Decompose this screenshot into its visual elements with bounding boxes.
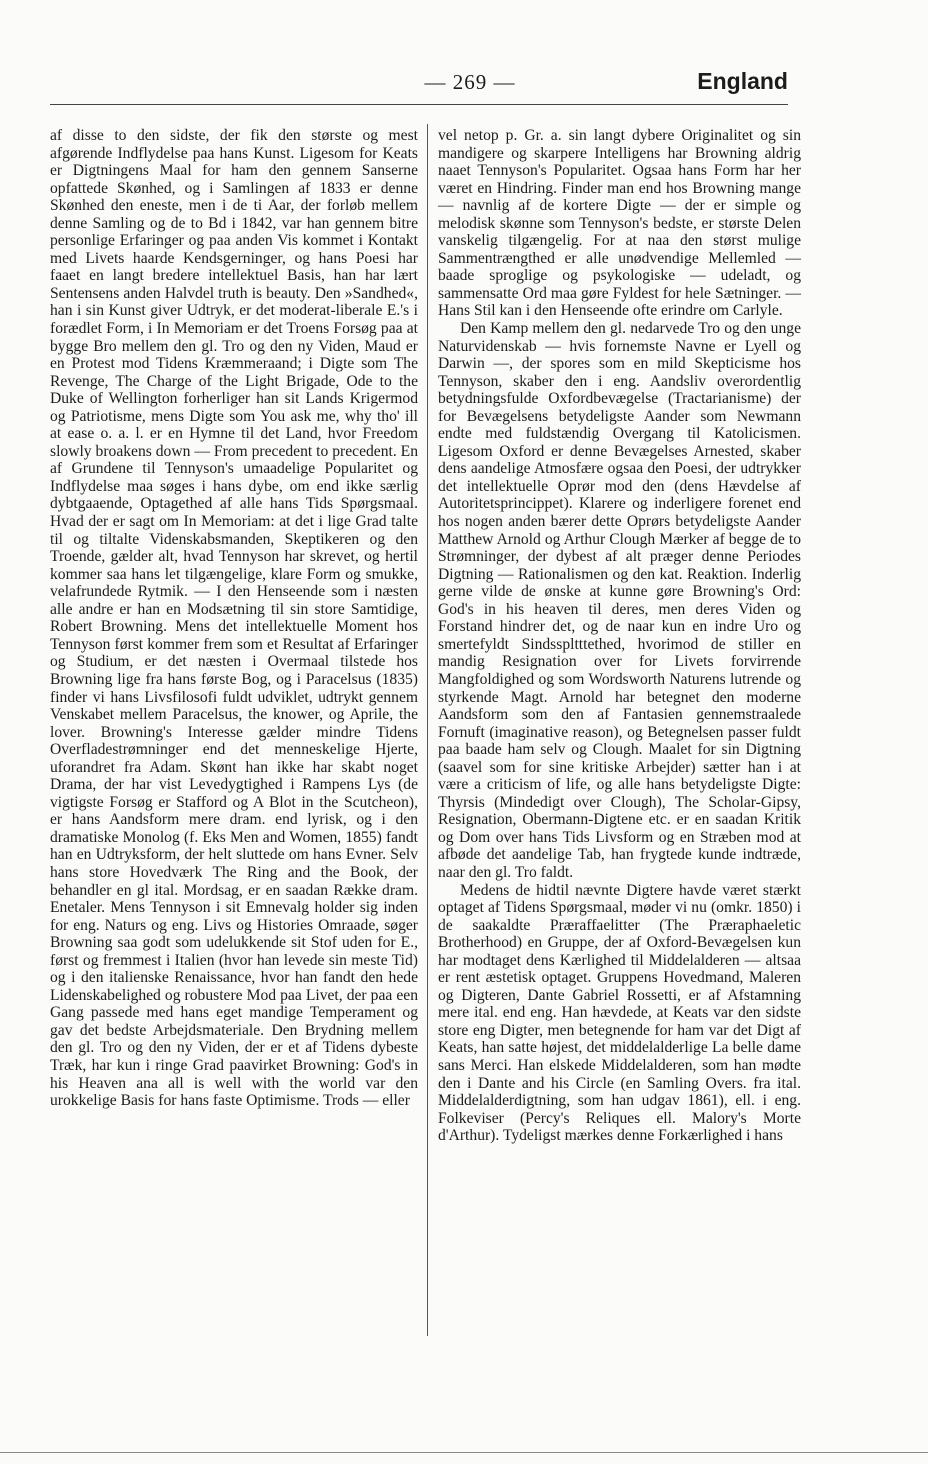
column-divider	[427, 124, 428, 1336]
left-paragraph-1: af disse to den sidste, der fik den største og mest afgørende Indflydelse paa hans Kunst. Ligesom for Keats er Digtningens Maal for ham den gennem Sanserne opfattede Skønhed, og i Samlingen af 1833 er denne Skønhed den eneste, men i de ti Aar, der forløb mellem denne Samling og de to Bd i 1842, var han gennem bitre personlige Erfaringer og paa anden Vis kommet i Kontakt med Livets haarde Kendsgerninger, og hans Poesi har faaet en langt bredere intellektuel Basis, han har lært Sentensens anden Halvdel truth is beauty. Den »Sandhed«, han i sin Kunst giver Udtryk, er det moderat-liberale E.'s i forædlet Form, i In Memoriam er det Troens Forsøg paa at bygge Bro mellem den gl. Tro og den ny Viden, Maud er en Protest mod Tidens Kræmmeraand; i Digte som The Revenge, The Charge of the Light Brigade, Ode to the Duke of Wellington forherliger han sit Lands Krigermod og Patriotisme, mens Digte som You ask me, why tho' ill at ease o. a. l. er en Hymne til det Land, hvor Freedom slowly broakens down — From precedent to precedent. En af Grundene til Tennyson's umaadelige Popularitet og Indflydelse maa søges i hans dybe, om end ikke særlig dybtgaaende, Optagethed af alle hans Tids Spørgsmaal. Hvad der er sagt om In Memoriam: at det i lige Grad talte til og tiltalte Videnskabsmanden, Skeptikeren og den Troende, gælder alt, hvad Tennyson har skrevet, og hertil kommer saa hans let tilgængelige, klare Form og smukke, velafrundede Rytmik. — I den Henseende som i næsten alle andre er han en Modsætning til sin store Samtidige, Robert Browning. Mens det intellektuelle Moment hos Tennyson først kommer frem som et Resultat af Erfaringer og Studium, er det næsten i Overmaal tilstede hos Browning lige fra hans første Bog, og i Paracelsus (1835) finder vi hans Livsfilosofi fuldt udviklet, udtrykt gennem Venskabet mellem Paracelsus, the knower, og Aprile, the lover. Browning's Interesse gælder mindre Tidens Overfladestrømninger end det menneskelige Hjerte, uforandret fra Adam. Skønt han ikke har skabt noget Drama, der har vist Levedygtighed i Rampens Lys (de vigtigste Forsøg er Stafford og A Blot in the Scutcheon), er hans Aandsform mere dram. end lyrisk, og i den dramatiske Monolog (f. Eks Men and Women, 1855) fandt han en Udtryksform, der helt sluttede om hans Evner. Selv hans store Hovedværk The Ring and the Book, der behandler en gl ital. Mordsag, er en saadan Række dram. Enetaler. Mens Tennyson i sit Emnevalg holder sig inden for eng. Naturs og eng. Livs og Histories Omraade, søger Browning saa godt som udelukkende sit Stof uden for E., først og fremmest i Italien (hvor han levede sin meste Tid) og i den italienske Renaissance, hvor han fandt den hede Lidenskabelighed og robustere Mod paa Livet, der paa een Gang passede med hans eget mandige Temperament og gav det bedste Arbejdsmateriale. Den Brydning mellem den gl. Tro og den ny Viden, der er et af Tidens dybeste Træk, har kun i ringe Grad paavirket Browning: God's in his Heaven ana all is well with the world var den urokkelige Basis for hans faste Optimisme. Trods — eller	[50, 127, 418, 1110]
right-column	[438, 127, 801, 1145]
header-rule	[50, 104, 788, 105]
bottom-edge-line	[0, 1452, 928, 1453]
page-header	[50, 70, 788, 104]
page-number: — 269 —	[424, 70, 516, 94]
running-head: England	[697, 68, 788, 94]
right-paragraph-3: Medens de hidtil nævnte Digtere havde været stærkt optaget af Tidens Spørgsmaal, møder vi nu (omkr. 1850) i de saakaldte Præraffaelitter (The Præraphaeletic Brotherhood) en Gruppe, der af Oxford-Bevægelsen kun har modtaget dens Kærlighed til Middelalderen — altsaa er rent æstetisk optaget. Gruppens Hovedmand, Maleren og Digteren, Dante Gabriel Rossetti, er af Afstamning mere ital. end eng. Han hævdede, at Keats var den sidste store eng Digter, men betegnende for ham var det Digt af Keats, han satte højest, det middelalderlige La belle dame sans Merci. Han elskede Middelalderen, som han mødte den i Dante and his Circle (en Samling Overs. fra ital. Middelalderdigtning, som han udgav 1861), ell. i eng. Folkeviser (Percy's Reliques ell. Malory's Morte d'Arthur). Tydeligst mærkes denne Forkærlighed i hans	[438, 881, 801, 1145]
left-column	[50, 127, 418, 1110]
right-paragraph-1: vel netop p. Gr. a. sin langt dybere Originalitet og sin mandigere og skarpere Intelligens har Browning aldrig naaet Tennyson's Popularitet. Ogsaa hans Form har her været en Hindring. Finder man end hos Browning mange — navnlig af de kortere Digte — der er simple og melodisk skønne som Tennyson's bedste, er største Delen vanskelig tilgængelig. For at naa den størst mulige Sammentrængthed er alle unødvendige Mellemled — baade sproglige og psykologiske — udeladt, og sammensatte Ord maa gøre Fyldest for hele Sætninger. — Hans Stil kan i den Henseende ofte erindre om Carlyle.	[438, 127, 801, 320]
right-paragraph-2: Den Kamp mellem den gl. nedarvede Tro og den unge Naturvidenskab — hvis fornemste Navne er Lyell og Darwin —, der spores som en mild Skepticisme hos Tennyson, skaber den i eng. Aandsliv overordentlig betydningsfulde Oxfordbevægelse (Tractarianisme) der for Bevægelsens betydeligste Aander som Newmann endte med fuldstændig Overgang til Katolicismen. Ligesom Oxford er denne Bevægelses Arnested, skaber dens aandelige Atmosfære ogsaa den Poesi, der udtrykker det intellektuelle Oprør mod den (dens Hævdelse af Autoritetsprincippet). Klarere og inderligere forenet end hos nogen anden bærer dette Oprørs betydeligste Aander Matthew Arnold og Arthur Clough Mærker af begge de to Strømninger, der dybest af alt præger denne Periodes Digtning — Rationalismen og den kat. Reaktion. Inderlig gerne vilde de ønske at kunne gøre Browning's Ord: God's in his heaven til deres, men deres Viden og Forstand hindrer det, og de naar kun en indre Uro og smertefyldt Sindsspltttethed, hvorimod de stiller en mandig Resignation over for Livets forvirrende Mangfoldighed og som Wordsworth Naturens lutrende og styrkende Magt. Arnold har betegnet den moderne Aandsform som den af Fantasien gennemstraalede Fornuft (imaginative reason), og Betegnelsen passer fuldt paa baade ham selv og Clough. Maalet for sin Digtning (saavel som for sine kritiske Arbejder) sætter han i at være a criticism of life, og alle hans betydeligste Digte: Thyrsis (Mindedigt over Clough), The Scholar-Gipsy, Resignation, Obermann-Digtene etc. er en saadan Kritik og Dom over hans Tids Livsform og en Stræben mod at afbøde det aandelige Tab, han frygtede kunde indtræde, naar den gl. Tro faldt.	[438, 320, 801, 881]
